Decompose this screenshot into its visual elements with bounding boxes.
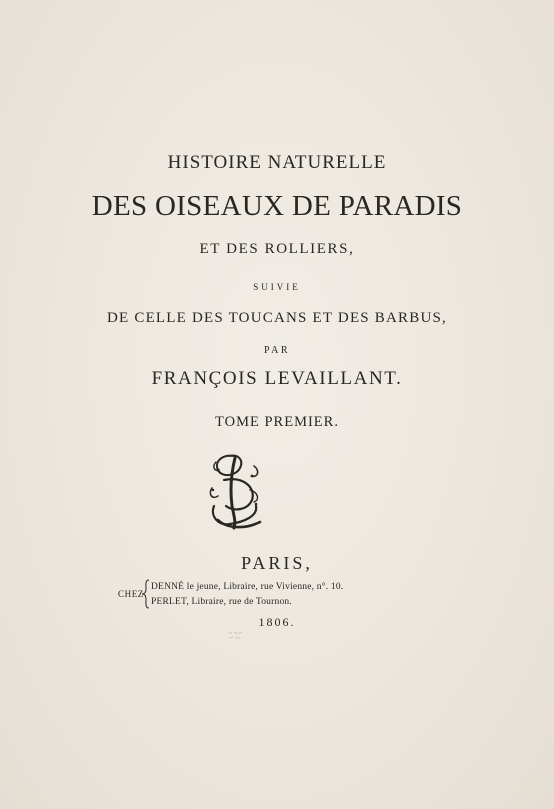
title-line-1: HISTOIRE NATURELLE xyxy=(167,152,387,173)
title-line-2: DES OISEAUX DE PARADIS xyxy=(91,190,463,222)
title-line-3: ET DES ROLLIERS, xyxy=(199,241,355,257)
dl-monogram-icon xyxy=(204,450,266,532)
library-stamp-icon xyxy=(226,630,244,642)
volume-label: TOME PREMIER. xyxy=(215,414,339,430)
imprint-year: 1806. xyxy=(258,615,296,629)
author-name: FRANÇOIS LEVAILLANT. xyxy=(151,368,403,389)
imprint-city: PARIS, xyxy=(241,553,313,573)
publisher-denne: DENNÉ le jeune, Libraire, rue Vivienne, n°. 10. xyxy=(151,582,344,592)
publisher-perlet: PERLET, Libraire, rue de Tournon. xyxy=(151,597,292,607)
imprint-chez: CHEZ xyxy=(118,589,144,599)
title-par: PAR xyxy=(263,345,291,356)
title-line-5: DE CELLE DES TOUCANS ET DES BARBUS, xyxy=(107,310,447,326)
title-suivie: SUIVIE xyxy=(253,282,301,292)
curly-brace-icon xyxy=(141,579,151,609)
